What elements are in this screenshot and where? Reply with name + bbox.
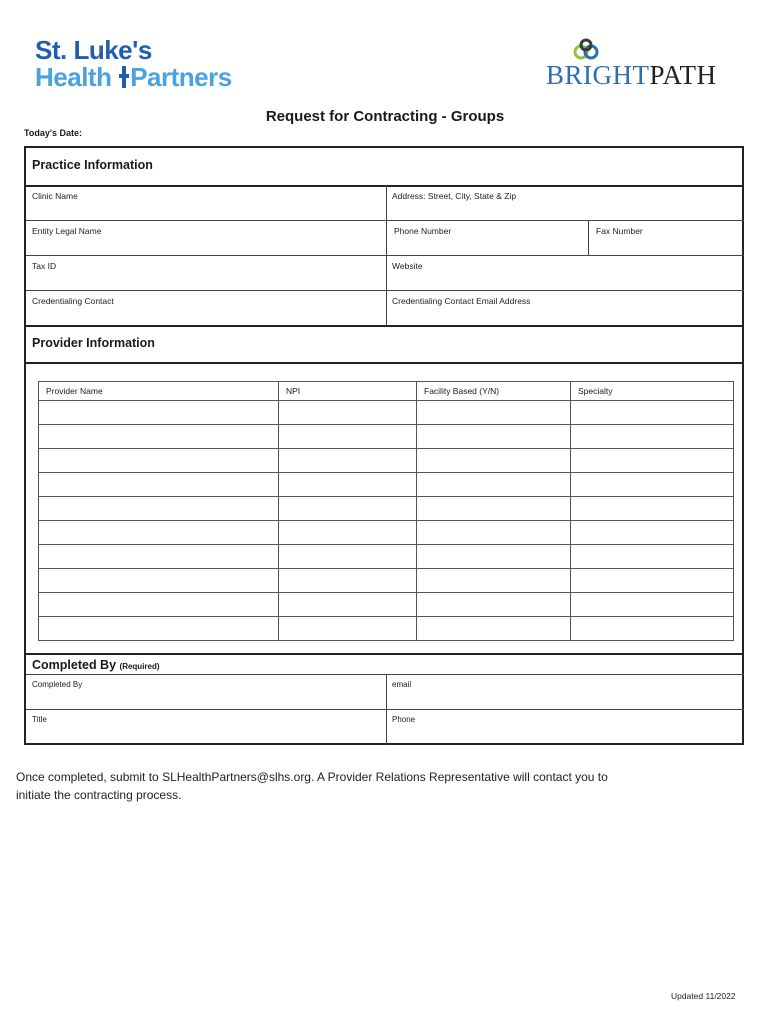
facility-based-cell[interactable] <box>417 473 571 497</box>
facility-based-cell[interactable] <box>417 593 571 617</box>
npi-cell[interactable] <box>279 473 417 497</box>
logo-line-1: St. Luke's <box>35 35 152 65</box>
facility-based-cell[interactable] <box>417 569 571 593</box>
specialty-cell[interactable] <box>571 617 734 641</box>
divider <box>26 362 744 364</box>
specialty-header: Specialty <box>571 382 734 401</box>
npi-cell[interactable] <box>279 569 417 593</box>
logo-word-health: Health <box>35 62 112 92</box>
specialty-cell[interactable] <box>571 425 734 449</box>
specialty-cell[interactable] <box>571 545 734 569</box>
credentialing-contact-field[interactable]: Credentialing Contact <box>32 296 114 306</box>
clinic-name-field[interactable]: Clinic Name <box>32 191 78 201</box>
tax-id-field[interactable]: Tax ID <box>32 261 57 271</box>
cross-icon <box>119 66 129 88</box>
facility-based-cell[interactable] <box>417 617 571 641</box>
completed-by-heading <box>32 658 160 672</box>
npi-cell[interactable] <box>279 401 417 425</box>
divider <box>26 220 744 221</box>
divider <box>26 709 744 710</box>
provider-table-row <box>39 425 734 449</box>
email-field[interactable]: email <box>392 680 412 689</box>
divider <box>26 674 744 675</box>
title-field[interactable]: Title <box>32 715 47 724</box>
submission-instructions: Once completed, submit to SLHealthPartners@slhs.org. A Provider Relations Representative will contact you to initiate the contracting process. <box>16 770 608 802</box>
fax-number-field[interactable]: Fax Number <box>596 226 643 236</box>
credentialing-email-field[interactable]: Credentialing Contact Email Address <box>392 296 531 306</box>
provider-table-header <box>39 382 734 401</box>
facility-based-cell[interactable] <box>417 449 571 473</box>
provider-table-row <box>39 473 734 497</box>
facility-based-cell[interactable] <box>417 497 571 521</box>
npi-cell[interactable] <box>279 545 417 569</box>
phone-number-field[interactable]: Phone Number <box>394 226 452 236</box>
npi-cell[interactable] <box>279 593 417 617</box>
facility-based-cell[interactable] <box>417 545 571 569</box>
provider-name-cell[interactable] <box>39 617 279 641</box>
specialty-cell[interactable] <box>571 497 734 521</box>
completed-by-field[interactable]: Completed By <box>32 680 83 689</box>
provider-name-cell[interactable] <box>39 521 279 545</box>
logo-word-path: PATH <box>649 60 717 90</box>
provider-table <box>38 381 734 641</box>
divider <box>26 185 744 187</box>
updated-date: Updated 11/2022 <box>671 991 736 1001</box>
provider-name-cell[interactable] <box>39 569 279 593</box>
provider-table-row <box>39 617 734 641</box>
provider-name-cell[interactable] <box>39 401 279 425</box>
completed-by-heading-text: Completed By <box>32 658 117 672</box>
facility-based-header: Facility Based (Y/N) <box>417 382 571 401</box>
provider-name-cell[interactable] <box>39 497 279 521</box>
divider <box>26 325 744 327</box>
npi-cell[interactable] <box>279 521 417 545</box>
specialty-cell[interactable] <box>571 401 734 425</box>
provider-table-row <box>39 569 734 593</box>
practice-information-heading: Practice Information <box>32 158 153 172</box>
specialty-cell[interactable] <box>571 473 734 497</box>
column-divider <box>386 674 387 745</box>
provider-name-cell[interactable] <box>39 425 279 449</box>
provider-table-row <box>39 521 734 545</box>
npi-cell[interactable] <box>279 449 417 473</box>
provider-name-header: Provider Name <box>39 382 279 401</box>
column-divider <box>588 220 589 255</box>
provider-table-row <box>39 593 734 617</box>
provider-table-row <box>39 545 734 569</box>
divider <box>26 290 744 291</box>
phone-field[interactable]: Phone <box>392 715 416 724</box>
npi-cell[interactable] <box>279 425 417 449</box>
facility-based-cell[interactable] <box>417 401 571 425</box>
specialty-cell[interactable] <box>571 593 734 617</box>
provider-name-cell[interactable] <box>39 545 279 569</box>
npi-cell[interactable] <box>279 497 417 521</box>
website-field[interactable]: Website <box>392 261 423 271</box>
form-frame <box>24 146 744 745</box>
specialty-cell[interactable] <box>571 521 734 545</box>
provider-name-cell[interactable] <box>39 449 279 473</box>
required-note: (Required) <box>119 662 160 671</box>
divider <box>26 255 744 256</box>
st-lukes-health-partners-logo <box>35 37 232 91</box>
divider <box>26 653 744 655</box>
logo-line-2 <box>35 63 232 91</box>
provider-information-heading: Provider Information <box>32 336 155 350</box>
entity-legal-name-field[interactable]: Entity Legal Name <box>32 226 102 236</box>
column-divider <box>386 185 387 325</box>
provider-name-cell[interactable] <box>39 473 279 497</box>
provider-name-cell[interactable] <box>39 593 279 617</box>
todays-date-label: Today's Date: <box>24 128 82 138</box>
npi-header: NPI <box>279 382 417 401</box>
specialty-cell[interactable] <box>571 449 734 473</box>
facility-based-cell[interactable] <box>417 521 571 545</box>
provider-table-row <box>39 401 734 425</box>
npi-cell[interactable] <box>279 617 417 641</box>
logo-word-partners: Partners <box>130 62 232 92</box>
document-title: Request for Contracting - Groups <box>265 108 505 125</box>
facility-based-cell[interactable] <box>417 425 571 449</box>
provider-table-row <box>39 449 734 473</box>
logo-word-bright: BRIGHT <box>546 60 650 90</box>
address-field[interactable]: Address: Street, City, State & Zip <box>392 191 517 201</box>
rings-icon <box>570 38 610 60</box>
provider-table-row <box>39 497 734 521</box>
specialty-cell[interactable] <box>571 569 734 593</box>
